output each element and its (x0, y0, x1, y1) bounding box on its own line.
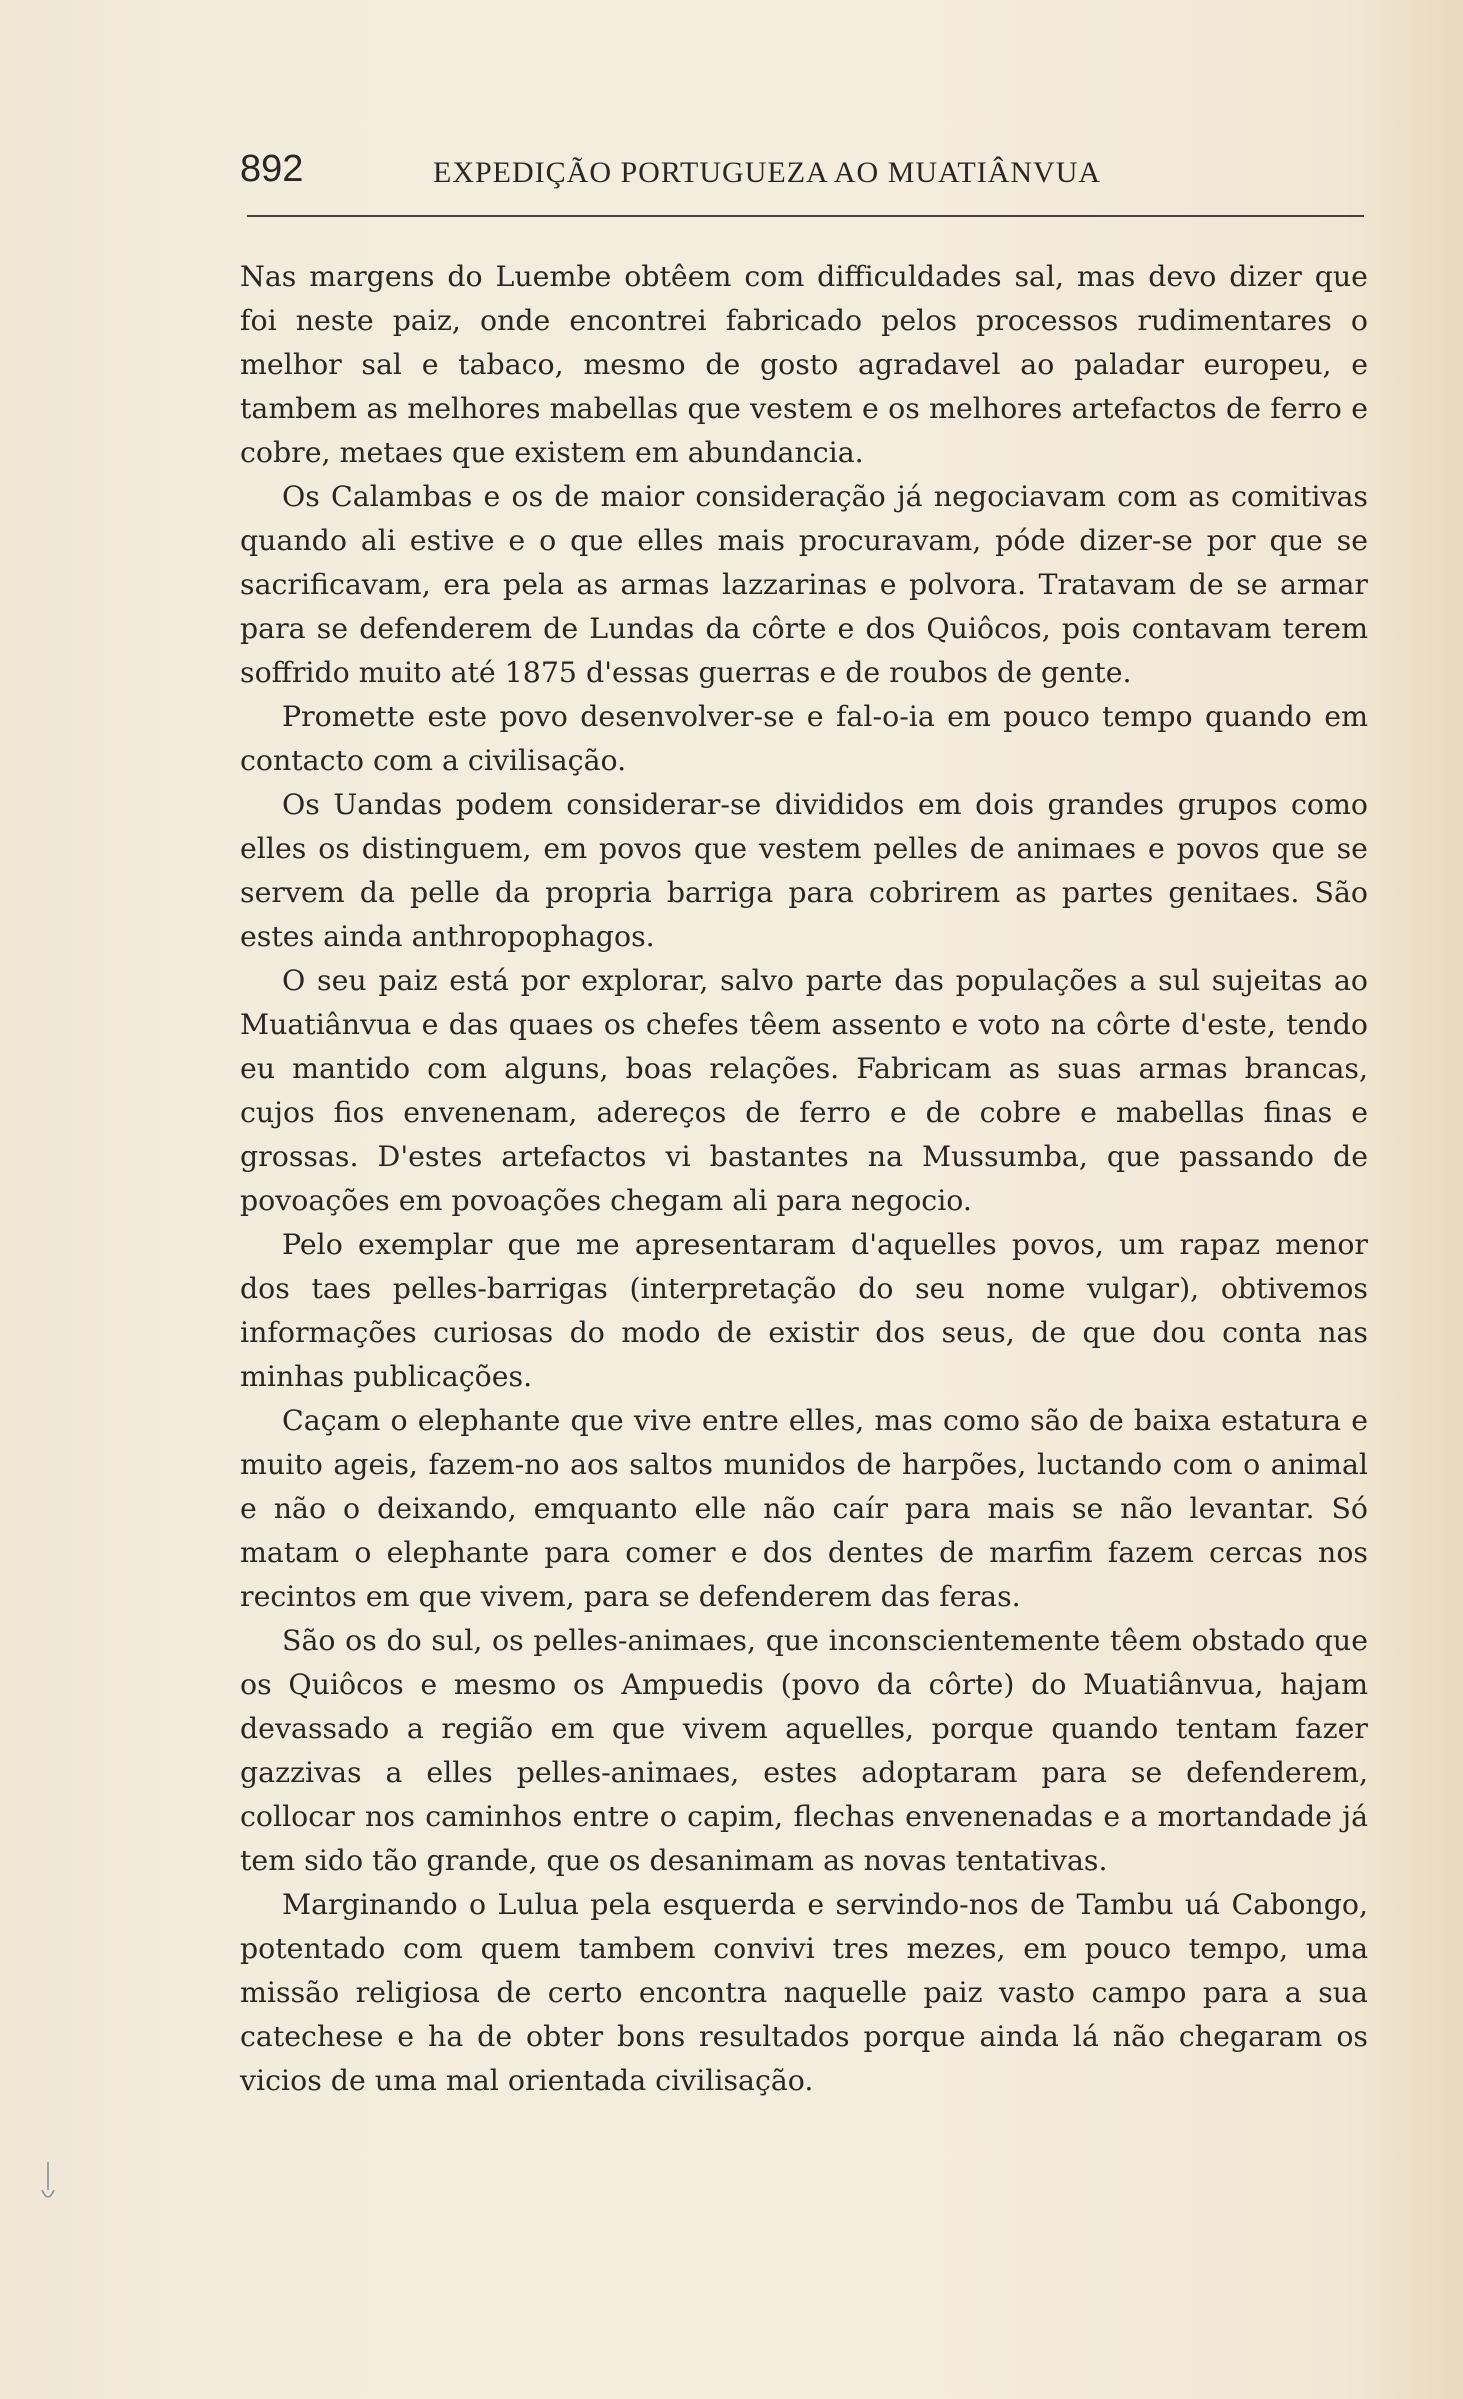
paragraph: O seu paiz está por explorar, salvo parte das populações a sul sujeitas ao Muatiânvua e das quaes os chefes têem assento e voto na côrte d'este, tendo eu mantido com alguns, boas relações. Fabricam as suas armas brancas, cujos fios envenenam, adereços de ferro e de cobre e mabellas finas e grossas. D'estes artefactos vi bastantes na Mussumba, que passando de povoações em povoações chegam ali para negocio. (240, 964, 1368, 1217)
paragraph: Caçam o elephante que vive entre elles, mas como são de baixa estatura e muito ageis, fazem-no aos saltos munidos de harpões, luctando com o animal e não o deixando, emquanto elle não caír para mais se não levantar. Só matam o elephante para comer e dos dentes de marfim fazem cercas nos recintos em que vivem, para se defenderem das feras. (240, 1404, 1368, 1613)
page-number: 892 (240, 148, 304, 190)
page-header (240, 148, 1370, 198)
paragraph: Os Uandas podem considerar-se divididos em dois grandes grupos como elles os distinguem, em povos que vestem pelles de animaes e povos que se servem da pelle da propria barriga para cobrirem as partes genitaes. São estes ainda anthropophagos. (240, 788, 1368, 953)
paragraph: Os Calambas e os de maior consideração já negociavam com as comitivas quando ali estive e o que elles mais procuravam, póde dizer-se por que se sacrificavam, era pela as armas lazzarinas e polvora. Tratavam de se armar para se defenderem de Lundas da côrte e dos Quiôcos, pois contavam terem soffrido muito até 1875 d'essas guerras e de roubos de gente. (240, 480, 1368, 689)
header-rule (247, 215, 1364, 217)
body-text (240, 255, 1368, 2103)
paragraph: Nas margens do Luembe obtêem com difficuldades sal, mas devo dizer que foi neste paiz, onde encontrei fabricado pelos processos rudimentares o melhor sal e tabaco, mesmo de gosto agradavel ao paladar europeu, e tambem as melhores mabellas que vestem e os melhores artefactos de ferro e cobre, metaes que existem em abundancia. (240, 260, 1368, 469)
paragraph: Marginando o Lulua pela esquerda e servindo-nos de Tambu uá Cabongo, potentado com quem tambem convivi tres mezes, em pouco tempo, uma missão religiosa de certo encontra naquelle paiz vasto campo para a sua catechese e ha de obter bons resultados porque ainda lá não chegaram os vicios de uma mal orientada civilisação. (240, 1888, 1368, 2097)
margin-pencil-mark (38, 2160, 58, 2210)
paragraph: São os do sul, os pelles-animaes, que inconscientemente têem obstado que os Quiôcos e mesmo os Ampuedis (povo da côrte) do Muatiânvua, hajam devassado a região em que vivem aquelles, porque quando tentam fazer gazzivas a elles pelles-animaes, estes adoptaram para se defenderem, collocar nos caminhos entre o capim, flechas envenenadas e a mortandade já tem sido tão grande, que os desanimam as novas tentativas. (240, 1624, 1368, 1877)
paragraph: Pelo exemplar que me apresentaram d'aquelles povos, um rapaz menor dos taes pelles-barrigas (interpretação do seu nome vulgar), obtivemos informações curiosas do modo de existir dos seus, de que dou conta nas minhas publicações. (240, 1228, 1368, 1393)
running-title: EXPEDIÇÃO PORTUGUEZA AO MUATIÂNVUA (433, 156, 1102, 189)
paragraph: Promette este povo desenvolver-se e fal-o-ia em pouco tempo quando em contacto com a civilisação. (240, 700, 1368, 777)
